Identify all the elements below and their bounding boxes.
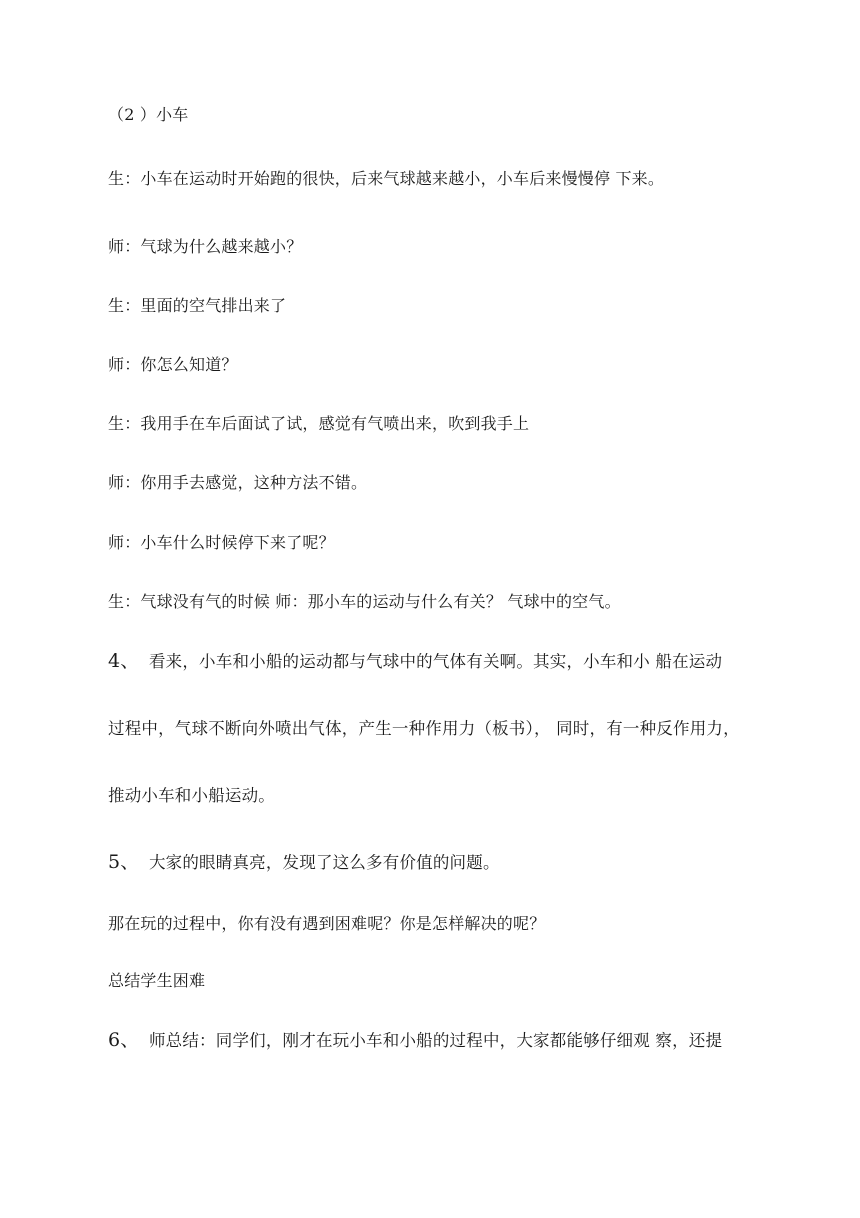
paragraph-text: 生：小车在运动时开始跑的很快，后来气球越来越小，小车后来慢慢停 下来。 [108,169,665,188]
paragraph-text: （2 ）小车 [108,105,189,124]
paragraph-text: 推动小车和小船运动。 [108,786,275,805]
dialogue-line [108,414,529,434]
paragraph-text: 总结学生困难 [108,971,206,990]
dialogue-line [108,169,664,189]
paragraph-text: 生：气球没有气的时候 师：那小车的运动与什么有关？ 气球中的空气。 [108,592,621,611]
numbered-paragraph-5 [108,852,500,873]
paragraph-number: 4、 [108,650,140,672]
question-line [108,914,545,934]
numbered-paragraph-6 [108,1030,722,1051]
paragraph-number: 6、 [108,1029,140,1051]
paragraph-text: 师：小车什么时候停下来了呢？ [108,533,335,552]
paragraph-continuation [108,719,740,739]
dialogue-line [108,473,367,493]
dialogue-line [108,237,302,257]
dialogue-line [108,533,335,553]
dialogue-line [108,355,238,375]
paragraph-text: 师：你用手去感觉，这种方法不错。 [108,473,368,492]
dialogue-line [108,592,621,612]
numbered-paragraph-4 [108,651,722,672]
paragraph-text: 那在玩的过程中，你有没有遇到困难呢？你是怎样解决的呢？ [108,914,546,933]
paragraph-text: 师：你怎么知道？ [108,355,238,374]
paragraph-text: 过程中，气球不断向外喷出气体，产生一种作用力（板书）， 同时，有一种反作用力， [108,719,740,738]
paragraph-text: 师总结：同学们，刚才在玩小车和小船的过程中，大家都能够仔细观 察，还提 [148,1031,723,1050]
paragraph-text: 大家的眼睛真亮，发现了这么多有价值的问题。 [148,853,500,872]
paragraph-text: 师：气球为什么越来越小？ [108,237,303,256]
section-heading-car [108,105,188,125]
paragraph-text: 生：我用手在车后面试了试，感觉有气喷出来，吹到我手上 [108,414,530,433]
paragraph-text: 看来，小车和小船的运动都与气球中的气体有关啊。其实，小车和小 船在运动 [148,652,723,671]
paragraph-continuation [108,786,275,806]
dialogue-line [108,296,286,316]
paragraph-number: 5、 [108,851,140,873]
paragraph-text: 生：里面的空气排出来了 [108,296,287,315]
summary-line [108,971,205,991]
